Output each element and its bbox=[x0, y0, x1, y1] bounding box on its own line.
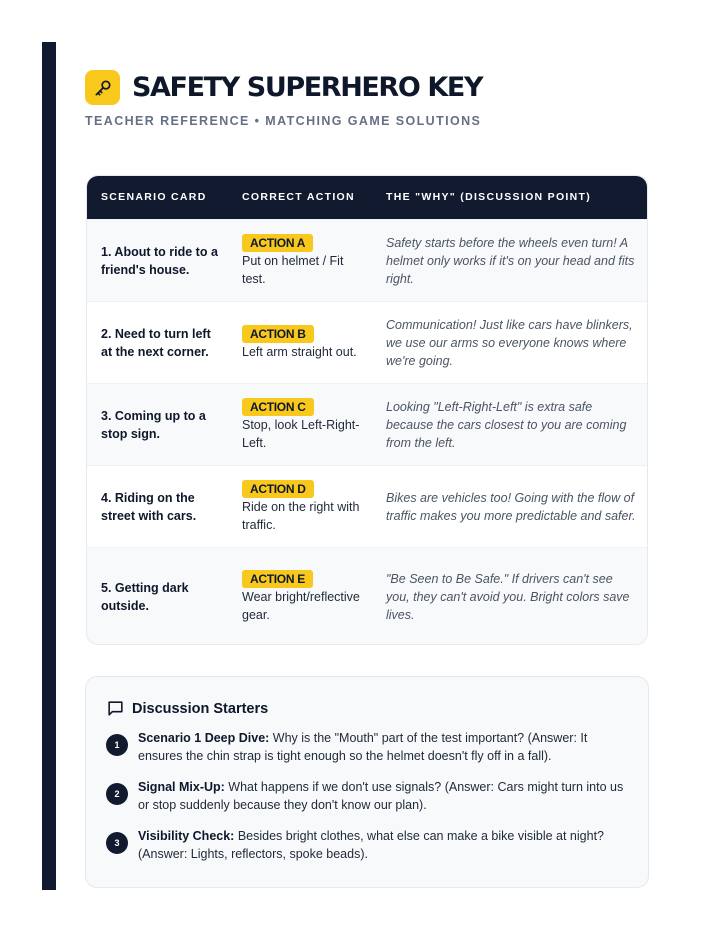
why-cell: Safety starts before the wheels even turn! A helmet only works if it's on your head and fits right. bbox=[386, 236, 635, 286]
item-body: Why is the "Mouth" part of the test important? (Answer: It ensures the chin strap is tight enough so the helmet doesn't fly off in a fall). bbox=[138, 731, 588, 763]
item-text bbox=[138, 827, 628, 863]
column-header-scenario: SCENARIO CARD bbox=[101, 191, 207, 203]
action-text: Put on helmet / Fit test. bbox=[242, 254, 344, 286]
why-cell: Bikes are vehicles too! Going with the flow of traffic makes you more predictable and safer. bbox=[386, 491, 636, 523]
discussion-title: Discussion Starters bbox=[132, 700, 269, 717]
table-row bbox=[87, 383, 647, 466]
scenario-cell: 2. Need to turn left at the next corner. bbox=[101, 327, 211, 359]
item-text bbox=[138, 729, 628, 765]
action-badge: ACTION E bbox=[242, 570, 313, 588]
table-row bbox=[87, 219, 647, 302]
table-row bbox=[87, 301, 647, 384]
scenario-cell: 3. Coming up to a stop sign. bbox=[101, 409, 206, 441]
item-lead: Scenario 1 Deep Dive: bbox=[138, 731, 270, 745]
action-text: Wear bright/reflective gear. bbox=[242, 590, 360, 622]
item-number: 3 bbox=[106, 832, 128, 854]
action-cell bbox=[242, 384, 362, 466]
item-text bbox=[138, 778, 628, 814]
action-cell bbox=[242, 302, 362, 384]
action-badge: ACTION B bbox=[242, 325, 314, 343]
why-cell: "Be Seen to Be Safe." If drivers can't see you, they can't avoid you. Bright colors save lives. bbox=[386, 572, 630, 622]
discussion-starters-box bbox=[85, 676, 649, 888]
why-cell: Communication! Just like cars have blinkers, we use our arms so everyone knows where we're going. bbox=[386, 318, 633, 368]
page-subtitle: TEACHER REFERENCE • MATCHING GAME SOLUTIONS bbox=[85, 114, 482, 128]
item-lead: Signal Mix-Up: bbox=[138, 780, 225, 794]
column-header-why: THE "WHY" (DISCUSSION POINT) bbox=[386, 191, 592, 203]
action-text: Stop, look Left-Right-Left. bbox=[242, 418, 360, 450]
key-icon bbox=[85, 70, 120, 105]
action-cell bbox=[242, 466, 362, 548]
scenario-cell: 5. Getting dark outside. bbox=[101, 581, 189, 613]
left-accent-bar bbox=[42, 42, 56, 890]
table-row bbox=[87, 465, 647, 548]
discussion-header bbox=[106, 699, 268, 718]
action-cell bbox=[242, 220, 362, 302]
table-header bbox=[87, 176, 647, 219]
item-number: 2 bbox=[106, 783, 128, 805]
table-row bbox=[87, 547, 647, 645]
chat-bubble-icon bbox=[106, 699, 125, 718]
item-number: 1 bbox=[106, 734, 128, 756]
action-badge: ACTION A bbox=[242, 234, 313, 252]
action-badge: ACTION D bbox=[242, 480, 314, 498]
page-title: SAFETY SUPERHERO KEY bbox=[132, 72, 483, 103]
scenario-cell: 4. Riding on the street with cars. bbox=[101, 491, 197, 523]
scenario-cell: 1. About to ride to a friend's house. bbox=[101, 245, 218, 277]
solutions-table bbox=[86, 175, 648, 645]
action-badge: ACTION C bbox=[242, 398, 314, 416]
item-body: What happens if we don't use signals? (Answer: Cars might turn into us or stop suddenly because they don't know our plan). bbox=[138, 780, 624, 812]
why-cell: Looking "Left-Right-Left" is extra safe because the cars closest to you are coming from the left. bbox=[386, 400, 627, 450]
page-header bbox=[85, 70, 482, 105]
item-lead: Visibility Check: bbox=[138, 829, 235, 843]
item-body: Besides bright clothes, what else can make a bike visible at night? (Answer: Lights, reflectors, spoke beads). bbox=[138, 829, 604, 861]
column-header-action: CORRECT ACTION bbox=[242, 191, 355, 203]
action-text: Ride on the right with traffic. bbox=[242, 500, 360, 532]
action-text: Left arm straight out. bbox=[242, 345, 357, 359]
action-cell bbox=[242, 548, 362, 645]
